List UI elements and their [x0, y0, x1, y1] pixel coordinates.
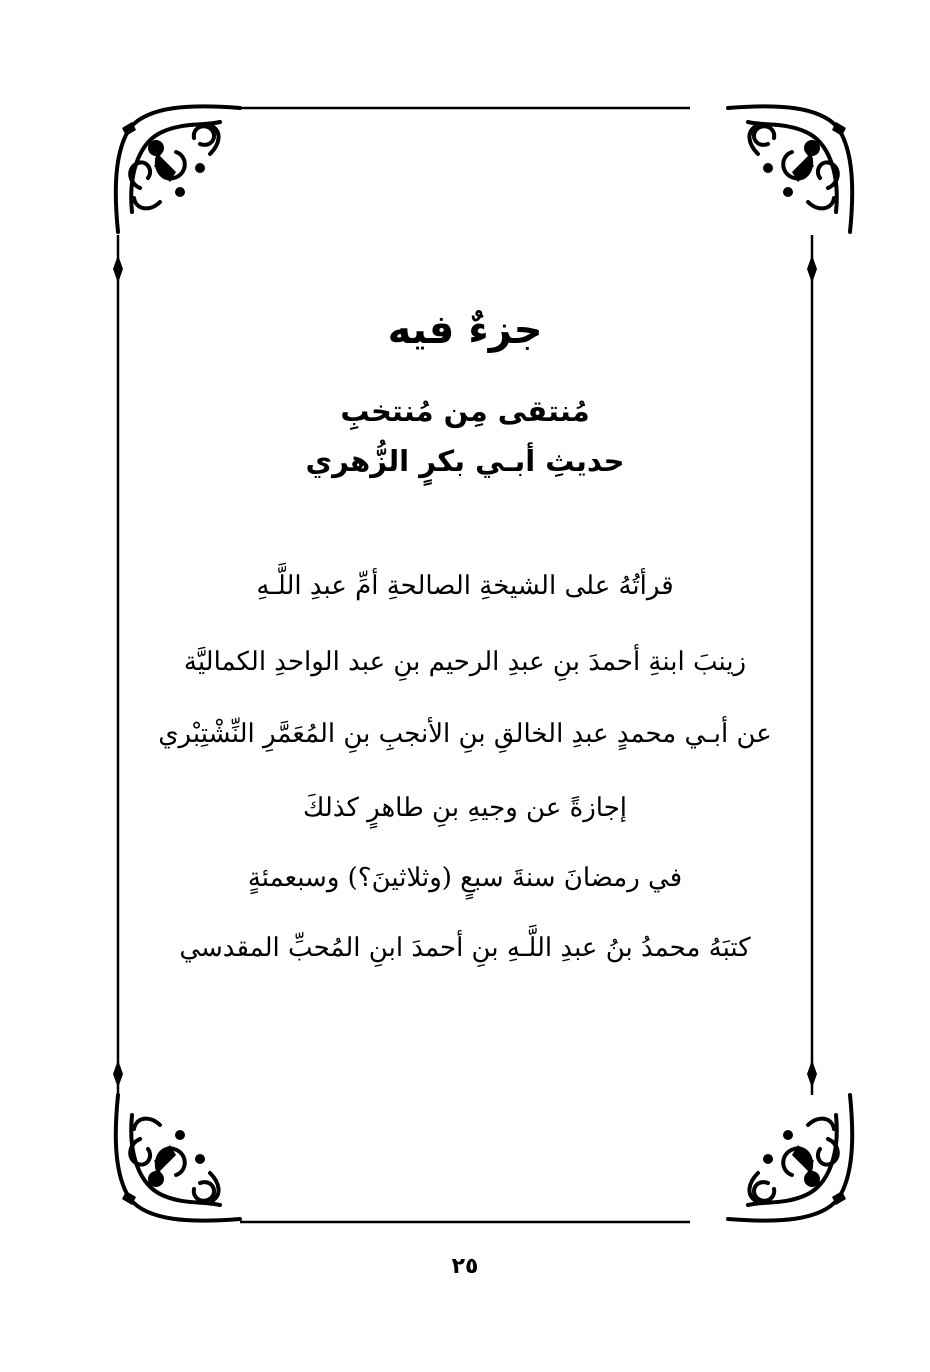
body-line-3: عن أبـي محمدٍ عبدِ الخالقِ بنِ الأنجبِ بنِ المُعَمَّرِ النِّشْتِبْري: [158, 719, 772, 749]
body-line-6: كتبَهُ محمدُ بنُ عبدِ اللَّـهِ بنِ أحمدَ ابنِ المُحبِّ المقدسي: [179, 933, 751, 963]
subtitle-line-1: مُنتقى مِن مُنتخبِ: [340, 394, 590, 428]
body-line-2: زينبَ ابنةِ أحمدَ بنِ عبدِ الرحيم بنِ عبد الواحدِ الكماليَّة: [183, 647, 747, 677]
arabesque-corner-icon: [100, 92, 250, 242]
body-line-5: في رمضانَ سنةَ سبعٍ (وثلاثينَ؟) وسبعمئةٍ: [247, 863, 683, 893]
arabesque-corner-icon: [100, 1085, 250, 1235]
body-line-4: إجازةً عن وجيهِ بنِ طاهرٍ كذلكَ: [303, 793, 627, 823]
arabesque-corner-icon: [718, 92, 868, 242]
page-number: ٢٥: [451, 1254, 479, 1279]
subtitle-line-2: حديثِ أبـي بكرٍ الزُّهري: [305, 444, 625, 478]
body-line-1: قرأتُهُ على الشيخةِ الصالحةِ أمِّ عبدِ اللَّـهِ: [256, 571, 674, 601]
arabesque-corner-icon: [718, 1085, 868, 1235]
page-title: جزءٌ فيه: [387, 307, 543, 353]
